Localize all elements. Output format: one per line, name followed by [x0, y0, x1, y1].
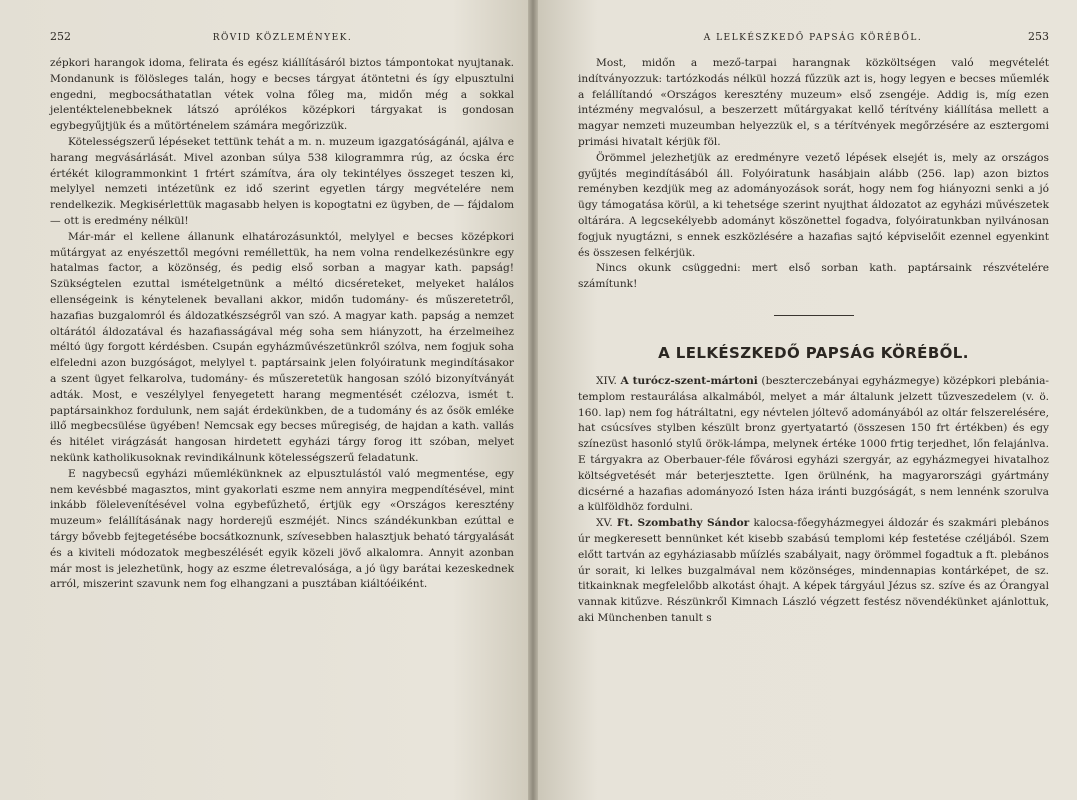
- right-running-title: A LELKÉSZKEDŐ PAPSÁG KÖRÉBŐL.: [703, 33, 923, 43]
- paragraph: Már-már el kellene állanunk elhatározásunktól, melylyel e becses középkori műtárgyat az enyészettől megóvni reméllettük, ha nem volna rendelkezésünkre egy hatalmas factor, a közönség, és pedig első sorban a magyar kath. papság! Szükségtelen ezuttal ismételgetnünk a méltó dicséreteket, melyeket halálos ellenségeink is kénytelenek bevallani akkor, midőn tudomány- és műszeretetről, hazafias buzgalomról és áldozatkészségről van szó. A magyar kath. papság a nemzet oltárától áldozatával és hazafiasságával még soha sem hiányzott, ha érzelmeihez méltó ügy forgott kérdésben. Csupán egyházművészetünkről szólva, nem fogjuk soha elfeledni azon buzgóságot, melylyel t. paptársaink jelen folyóiratunk megindításakor a szent ügyet felkarolva, tudomány- és műszeretetük hangosan szóló bizonyítványát adták. Most, e veszélylyel fenyegetett harang megmentését czélozva, ismét t. paptársainkhoz fordulunk, nem saját érdekünkben, de a tudomány és az ősök emléke illő megbecsülése ügyében! Nemcsak egy becses műregiség, de hajdan a kath. vallás és hitélet virágzását hangosan hirdetett egyházi tárgy forog itt szóban, melyet nekünk katholikusoknak revindikálnunk kötelességszerű feladatunk.: [50, 230, 514, 464]
- entry-xiv: [578, 374, 1049, 516]
- paragraph: Kötelességszerű lépéseket tettünk tehát a m. n. muzeum igazgatóságánál, ajálva e harang megvásárlását. Mivel azonban súlya 538 kilogrammra rúg, az ócska érc értékét kilogrammonkint 1 frtért számítva, ára oly tekintélyes összeget teszen ki, melylyel nemzeti intézetünk ez idő szerint egyetlen tárgy megvételére nem rendelkezik. Megkisérlettük magasabb helyen is kopogtatni ez ügyben, de — fájdalom — ott is eredmény nélkül!: [50, 135, 514, 227]
- paragraph: Most, midőn a mező-tarpai harangnak közköltségen való megvételét indítványozzuk: tartózkodás nélkül hozzá fűzzük azt is, hogy legyen e becses műemlék a felállítandó «Országos keresztény muzeum» első zsengéje. Addig is, míg ezen intézmény megvalósul, a beszerzett műtárgyakat kellő térítvény kiállítása mellett a magyar nemzeti muzeumban helyezzük el, s a térítvények megőrzésére az esztergomi primási hivatalt kérjük föl.: [578, 57, 1049, 148]
- entry-lead: Ft. Szombathy Sándor: [616, 517, 750, 530]
- paragraph: zépkori harangok idoma, felirata és egész kiállításáról biztos támpontokat nyujtanak. Mondanunk is fölösleges talán, hogy e becses tárgyat átöntetni és így elpusztulni engedni, megbocsáthatatlan vétek volna főleg ma, midőn még a sokkal jelentéktelenebbeknek látszó aprólékos középkori tárgyakat is gondosan egybegyűjtjük és a műtörténelem számára megőrizzük.: [50, 57, 514, 133]
- entry-lead: A turócz-szent-mártoni: [620, 374, 758, 387]
- right-running-head: [578, 30, 1049, 56]
- left-running-title: RÖVID KÖZLEMÉNYEK.: [212, 33, 353, 43]
- entry-number: XIV.: [596, 374, 617, 387]
- entry-xv: [578, 516, 1049, 627]
- entry-number: XV.: [596, 517, 613, 530]
- left-body-text: [50, 56, 514, 593]
- entry-text: (beszterczebányai egyházmegye) középkori plebánia-templom restaurálása alkalmából, melyet a már általunk jelzett tűzveszedelem (v. ö. 160. lap) nem fog hátráltatni, egy névtelen jóltevő adományából az oltár felszerelésére, hat csúcsíves stylben készült bronz gyertyatartó (összesen 150 frt értékben) és egy színezüst hasonló stylű örök-lámpa, melynek értéke 1000 frtig terjedhet, lőn felajánlva. E tárgyakra az Oberbauer-féle fővárosi egyházi szergyár, az egyházmegyei hivatalhoz költségvetését már beterjesztette. Igen örülnénk, ha magyarországi gyártmány dicsérné a hazafias adományozó Isten háza iránti buzgóságát, s nem lennénk szorulva a külföldhöz fordulni.: [578, 374, 1049, 514]
- right-page: [532, 0, 1077, 800]
- left-page: [0, 0, 532, 800]
- left-running-head: [50, 30, 514, 56]
- left-page-number: 252: [50, 30, 71, 43]
- section-title: A LELKÉSZKEDŐ PAPSÁG KÖRÉBŐL.: [658, 343, 969, 362]
- section-divider: [774, 315, 854, 316]
- paragraph: Nincs okunk csüggedni: mert első sorban kath. paptársaink részvételére számítunk!: [578, 262, 1049, 291]
- right-body-text: [578, 56, 1049, 627]
- paragraph: Örömmel jelezhetjük az eredményre vezető lépések elsejét is, mely az országos gyűjtés megindításából áll. Folyóiratunk hasábjain alább (256. lap) azon biztos reményben kezdjük meg az adományozások sorát, hogy nem fog hiányozni senki a jó ügy támogatása körül, a ki tehetsége szerint nyujthat áldozatot az egyházi művészetek oltárára. A legcsekélyebb adományt köszönettel fogadva, folyóiratunkban nyilvánosan fogjuk nyugtázni, s ennek eszközlésére a hazafias sajtó képviselőit ezennel egyenkint és összesen felkérjük.: [578, 151, 1049, 259]
- entry-text: kalocsa-főegyházmegyei áldozár és szakmári plebános úr megkeresett bennünket két kisebb szabású templomi kép festetése czéljából. Szem előtt tartván az egyháziasabb műízlés szabályait, nagy örömmel fogadtuk a ft. plebános úr sorait, ki lelkes buzgalmával nem közönséges, mindennapias kontárképet, de sz. titkainknak megfelelőbb alkotást óhajt. A képek tárgyául Jézus sz. szíve és az Órangyal vannak kitűzve. Részünkről Kimnach László végzett festész növendékünket ajánlottuk, aki Münchenben tanult s: [578, 517, 1050, 624]
- book-gutter: [528, 0, 538, 800]
- right-page-number: 253: [1028, 30, 1049, 43]
- paragraph: E nagybecsű egyházi műemlékünknek az elpusztulástól való megmentése, egy nem kevésbbé magasztos, mint gyakorlati eszme nem annyira megpendítésével, mint inkább fölelevenítésével volna egybefűzhető, értjük egy «Országos keresztény muzeum» felállításának nagy horderejű eszméjét. Nincs szándékunkban ezúttal e tárgy bővebb fejtegetésébe bocsátkoznunk, szívesebben halasztjuk beható tárgyalását és a kiviteli módozatok megbeszélését egyik közeli jövő alkalomra. Annyit azonban már most is jelezhetünk, hogy az eszme életrevalósága, a jó ügy barátai kezeskednek arról, miszerint szavunk nem fog elhangzani a pusztában kiáltóéiként.: [50, 467, 514, 591]
